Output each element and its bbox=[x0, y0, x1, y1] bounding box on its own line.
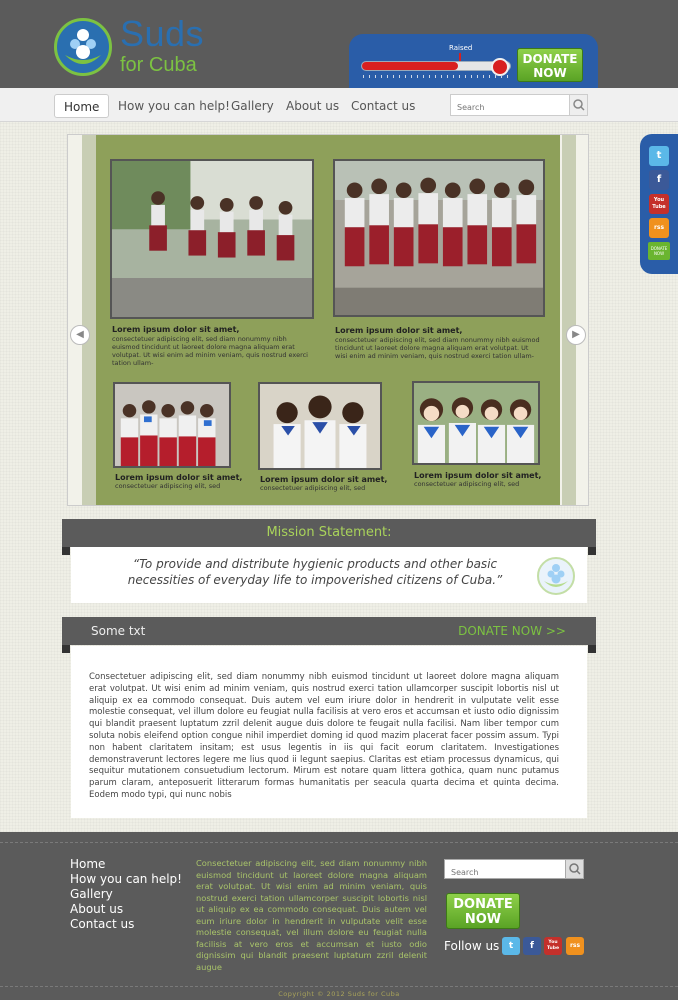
footer-nav-contact-us[interactable]: Contact us bbox=[70, 917, 135, 931]
slider-photo-5[interactable] bbox=[412, 381, 540, 465]
logo[interactable] bbox=[54, 14, 224, 80]
search-icon bbox=[570, 95, 588, 115]
footer-search-box bbox=[444, 859, 584, 879]
content-title: Some txt bbox=[91, 624, 146, 638]
facebook-icon[interactable]: f bbox=[649, 170, 669, 190]
logo-emblem-icon bbox=[54, 18, 112, 76]
footer-facebook-icon[interactable]: f bbox=[523, 937, 541, 955]
thermometer-scale bbox=[363, 75, 511, 78]
footer-rss-icon[interactable]: rss bbox=[566, 937, 584, 955]
footer-twitter-icon[interactable]: t bbox=[502, 937, 520, 955]
main-nav bbox=[0, 88, 678, 122]
nav-item-contact-us[interactable]: Contact us bbox=[351, 99, 416, 113]
slider-photo-1[interactable] bbox=[110, 159, 314, 319]
donation-widget bbox=[349, 34, 598, 88]
slider-caption-text-1: consectetuer adipiscing elit, sed diam nonummy nibh euismod tincidunt ut laoreet dolore magna aliquam erat volutpat. Ut wisi enim ad minim veniam, quis nostrud exerci tation ullam- bbox=[112, 335, 308, 367]
follow-us-label: Follow us bbox=[444, 939, 500, 953]
mission-statement: “To provide and distribute hygienic products and other basic necessities of everyday life to impoverished citizens of Cuba.” bbox=[127, 557, 503, 587]
content-body: Consectetuer adipiscing elit, sed diam nonummy nibh euismod tincidunt ut laoreet dolore magna aliquam erat volutpat. Ut wisi enim ad minim veniam, quis nostrud exerci tation ullamcorper suscipit lobortis nisl ut aliquip ex ea commodo consequat. Duis autem vel eum iriure dolor in hendrerit in vulputate velit esse molestie consequat, vel illum dolore eu feugiat nulla facilisis at vero eros et accumsan et iusto odio dignissim qui blandit praesent luptatum zzril delenit augue duis dolore te feugait nulla facilisi. Nam liber tempor cum soluta nobis eleifend option congue nihil imperdiet doming id quod mazim placerat facer possim assum. Typi non habent claritatem insitam; est usus legentis in iis qui facit eorum claritatem. Investigationes demonstraverunt lectores legere me lius quod ii legunt saepius. Claritas est etiam processus dynamicus, qui sequitur mutationem consuetudium lectorum. Mirum est notare quam littera gothica, quam nunc putamus parum claram, anteposuerit litterarum formas humanitatis per seacula quarta decima et quinta decima. Eodem modo typi, qui nunc nobis bbox=[89, 672, 559, 800]
slider-caption-title-1: Lorem ipsum dolor sit amet, bbox=[112, 325, 240, 334]
search-button[interactable] bbox=[569, 95, 587, 115]
slider-caption-title-5: Lorem ipsum dolor sit amet, bbox=[414, 471, 542, 480]
footer-search-input[interactable] bbox=[445, 864, 563, 882]
footer-search-button[interactable] bbox=[565, 860, 583, 878]
slider-next-arrow-icon[interactable]: ▶ bbox=[566, 325, 586, 345]
search-icon bbox=[566, 860, 584, 878]
donation-thermometer bbox=[361, 61, 511, 71]
search-box bbox=[450, 94, 588, 116]
logo-title: Suds bbox=[120, 13, 205, 54]
slider-caption-title-2: Lorem ipsum dolor sit amet, bbox=[335, 326, 463, 335]
footer bbox=[0, 832, 678, 1000]
slider-caption-text-3: consectetuer adipiscing elit, sed bbox=[115, 482, 221, 490]
mission-logo-icon bbox=[537, 557, 575, 595]
slider-caption-title-4: Lorem ipsum dolor sit amet, bbox=[260, 475, 388, 484]
raised-marker bbox=[459, 53, 461, 61]
footer-nav-about-us[interactable]: About us bbox=[70, 902, 124, 916]
thermometer-fill bbox=[362, 62, 458, 70]
footer-nav-how-you-can-help[interactable]: How you can help! bbox=[70, 872, 182, 886]
rss-icon[interactable]: rss bbox=[649, 218, 669, 238]
footer-donate-button[interactable]: DONATE NOW bbox=[446, 893, 520, 929]
band-fold-left bbox=[62, 547, 70, 555]
nav-item-about-us[interactable]: About us bbox=[286, 99, 340, 113]
nav-item-gallery[interactable]: Gallery bbox=[231, 99, 274, 113]
footer-nav-gallery[interactable]: Gallery bbox=[70, 887, 113, 901]
nav-item-how-you-can-help[interactable]: How you can help! bbox=[118, 99, 230, 113]
slider-photo-2[interactable] bbox=[333, 159, 545, 317]
footer-divider-bottom bbox=[0, 986, 678, 987]
slider-panel bbox=[96, 135, 560, 505]
copyright: Copyright © 2012 Suds for Cuba bbox=[278, 990, 400, 998]
band-fold-right-2 bbox=[588, 645, 596, 653]
slider-prev-arrow-icon[interactable]: ◀ bbox=[70, 325, 90, 345]
header bbox=[0, 0, 678, 88]
mission-header-band bbox=[62, 519, 596, 547]
slider-photo-4[interactable] bbox=[258, 382, 382, 470]
logo-subtitle: for Cuba bbox=[120, 54, 197, 76]
photo-slider bbox=[67, 134, 589, 506]
mission-box bbox=[71, 547, 587, 603]
slider-caption-title-3: Lorem ipsum dolor sit amet, bbox=[115, 473, 243, 482]
content-box bbox=[71, 646, 587, 818]
nav-item-home[interactable]: Home bbox=[54, 94, 109, 118]
content-header-band bbox=[62, 617, 596, 645]
band-fold-left-2 bbox=[62, 645, 70, 653]
footer-nav-home[interactable]: Home bbox=[70, 857, 106, 871]
slider-edge-left bbox=[82, 135, 96, 505]
raised-label: Raised bbox=[449, 44, 473, 52]
slider-photo-3[interactable] bbox=[113, 382, 231, 468]
thermometer-bulb-icon bbox=[491, 58, 509, 76]
twitter-icon[interactable]: t bbox=[649, 146, 669, 166]
slider-edge-right bbox=[562, 135, 576, 505]
footer-youtube-icon[interactable]: You Tube bbox=[544, 937, 562, 955]
slider-caption-text-5: consectetuer adipiscing elit, sed bbox=[414, 480, 520, 488]
social-donate-button[interactable]: DONATE NOW bbox=[648, 242, 670, 260]
slider-caption-text-4: consectetuer adipiscing elit, sed bbox=[260, 484, 366, 492]
donate-now-link[interactable]: DONATE NOW >> bbox=[458, 624, 566, 638]
footer-divider-top bbox=[0, 842, 678, 843]
band-fold-right bbox=[588, 547, 596, 555]
youtube-icon[interactable]: You Tube bbox=[649, 194, 669, 214]
mission-title: Mission Statement: bbox=[266, 525, 392, 540]
social-sidebar bbox=[640, 134, 678, 274]
donate-now-button[interactable]: DONATE NOW bbox=[517, 48, 583, 82]
slider-caption-text-2: consectetuer adipiscing elit, sed diam nonummy nibh euismod tincidunt ut laoreet dolore magna aliquam erat volutpat. Ut wisi enim ad minim veniam, quis nostrud exerci tation ullam- bbox=[335, 336, 540, 360]
search-input[interactable] bbox=[451, 98, 567, 118]
footer-text: Consectetuer adipiscing elit, sed diam nonummy nibh euismod tincidunt ut laoreet dolore magna aliquam erat volutpat. Ut wisi enim ad minim veniam, quis nostrud exerci tation ullamcorper suscipit lobortis nisl ut aliquip ex ea commodo consequat. Duis autem vel eum iriure dolor in hendrerit in vulputate velit esse molestie consequat, vel illum dolore eu feugiat nulla facilisis at vero eros et accumsan et iusto odio dignissim qui blandit praesent luptatum zzril delenit augue bbox=[196, 858, 427, 972]
